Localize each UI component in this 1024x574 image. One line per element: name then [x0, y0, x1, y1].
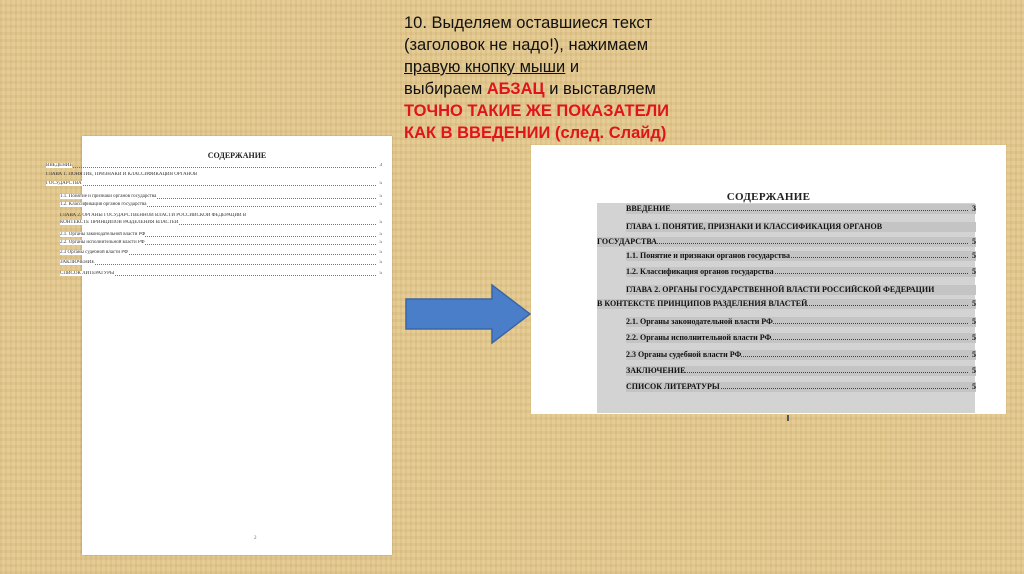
toc-row-text: ВВЕДЕНИЕ [46, 163, 73, 168]
toc-row [60, 260, 382, 265]
toc-row-text: ГЛАВА 1. ПОНЯТИЕ, ПРИЗНАКИ И КЛАССИФИКАЦИЯ ОРГАНОВ [626, 222, 883, 231]
toc-row [60, 220, 382, 225]
document-page-after [531, 145, 1006, 414]
toc-row-text: ЗАКЛЮЧЕНИЕ [60, 260, 95, 265]
toc-row-selected [626, 204, 976, 214]
toc-row-selected [626, 267, 976, 277]
toc-row-selected [626, 382, 976, 392]
toc-row-selected [626, 350, 976, 360]
instruction-line-6: КАК В ВВЕДЕНИИ (след. Слайд) [404, 124, 667, 142]
instruction-line-4-start: выбираем [404, 80, 487, 98]
toc-row-page: 5 [972, 317, 976, 326]
toc-row-text: 2.3 Органы судебной власти РФ [626, 350, 742, 359]
toc-row-text: 2.2. Органы исполнительной власти РФ [60, 240, 145, 245]
toc-row [60, 194, 382, 199]
toc-leader [46, 167, 376, 168]
toc-row [60, 232, 382, 237]
toc-row-selected [626, 222, 976, 232]
toc-row-page: 5 [972, 366, 976, 375]
instruction-line-4 [404, 78, 704, 100]
instruction-line-3 [404, 56, 704, 78]
toc-row-page: 5 [379, 240, 382, 245]
toc-row-text: СПИСОК ЛИТЕРАТУРЫ [626, 382, 720, 391]
instruction-text [404, 12, 704, 144]
toc-row-page: 5 [379, 194, 382, 199]
toc-row [60, 202, 382, 207]
instruction-line-1: 10. Выделяем оставшиеся текст [404, 14, 653, 32]
toc-row-selected [597, 237, 976, 247]
toc-row-page: 5 [972, 267, 976, 276]
instruction-line-2: (заголовок не надо!), нажимаем [404, 36, 649, 54]
toc-leader [60, 264, 376, 265]
toc-row-page: 5 [379, 250, 382, 255]
toc-row-selected [626, 285, 976, 295]
toc-row [60, 240, 382, 245]
toc-row-text: 2.2. Органы исполнительной власти РФ [626, 333, 772, 342]
toc-row-text: 1.2. Классификация органов государства [626, 267, 774, 276]
toc-row-text: ГОСУДАРСТВА [46, 181, 82, 186]
toc-row-text: ГЛАВА 1. ПОНЯТИЕ, ПРИЗНАКИ И КЛАССИФИКАЦИЯ ОРГАНОВ [46, 172, 198, 177]
toc-row-text: СПИСОК ЛИТЕРАТУРЫ [60, 271, 115, 276]
instruction-line-4-end: и выставляем [544, 80, 656, 98]
toc-row-page: 3 [972, 204, 976, 213]
text-cursor [787, 415, 789, 421]
toc-row-page: 5 [972, 299, 976, 308]
toc-row-page: 5 [379, 232, 382, 237]
toc-row-page: 5 [379, 181, 382, 186]
toc-row-selected [626, 366, 976, 376]
right-click-phrase: правую кнопку мыши [404, 58, 566, 76]
toc-row-text: ВВЕДЕНИЕ [626, 204, 671, 213]
toc-row-page: 5 [379, 271, 382, 276]
toc-row-page: 5 [379, 220, 382, 225]
instruction-line-5: ТОЧНО ТАКИЕ ЖЕ ПОКАЗАТЕЛИ [404, 102, 670, 120]
toc-leader [626, 210, 968, 211]
page-number: 2 [254, 536, 257, 541]
toc-row-selected [626, 251, 976, 261]
paragraph-keyword: АБЗАЦ [486, 80, 545, 98]
toc-row-text: ГОСУДАРСТВА [597, 237, 657, 246]
toc-row-text: ЗАКЛЮЧЕНИЕ [626, 366, 686, 375]
toc-row-text: 1.1. Понятие и признаки органов государства [60, 194, 157, 199]
toc-row [60, 250, 382, 255]
toc-row-text: 1.1. Понятие и признаки органов государства [626, 251, 791, 260]
right-arrow-icon [404, 283, 532, 345]
toc-row [60, 271, 382, 276]
toc-row-page: 5 [379, 202, 382, 207]
toc-row-page: 3 [379, 163, 382, 168]
toc-row-page: 5 [972, 382, 976, 391]
toc-row [60, 213, 382, 218]
toc-row [46, 181, 382, 186]
toc-row-selected [626, 333, 976, 343]
toc-row-selected [597, 299, 976, 309]
toc-row-selected [626, 317, 976, 327]
toc-row-text: В КОНТЕКСТЕ ПРИНЦИПОВ РАЗДЕЛЕНИЯ ВЛАСТЕЙ [597, 299, 808, 308]
toc-row-text: 1.2. Классификация органов государства [60, 202, 147, 207]
toc-title: СОДЕРЖАНИЕ [207, 151, 267, 160]
toc-row-page: 5 [972, 251, 976, 260]
toc-row-text: 2.3 Органы судебной власти РФ [60, 250, 128, 255]
toc-row [46, 172, 382, 177]
toc-row-page: 5 [379, 260, 382, 265]
toc-title-selected: СОДЕРЖАНИЕ [726, 191, 811, 203]
toc-row-page: 5 [972, 333, 976, 342]
toc-row-page: 5 [972, 350, 976, 359]
toc-row-text: 2.1. Органы законодательной власти РФ [60, 232, 146, 237]
toc-row-text: ГЛАВА 2. ОРГАНЫ ГОСУДАРСТВЕННОЙ ВЛАСТИ РОССИЙСКОЙ ФЕДЕРАЦИИ В [60, 213, 247, 218]
toc-row-page: 5 [972, 237, 976, 246]
toc-row [46, 163, 382, 168]
document-page-before [46, 136, 392, 555]
toc-row-text: ГЛАВА 2. ОРГАНЫ ГОСУДАРСТВЕННОЙ ВЛАСТИ РОССИЙСКОЙ ФЕДЕРАЦИИ [626, 285, 935, 294]
toc-row-text: 2.1. Органы законодательной власти РФ [626, 317, 773, 326]
toc-row-text: КОНТЕКСТЕ ПРИНЦИПОВ РАЗДЕЛЕНИЯ ВЛАСТЕЙ [60, 220, 179, 225]
toc-leader [46, 185, 376, 186]
instruction-line-3-rest: и [565, 58, 580, 76]
